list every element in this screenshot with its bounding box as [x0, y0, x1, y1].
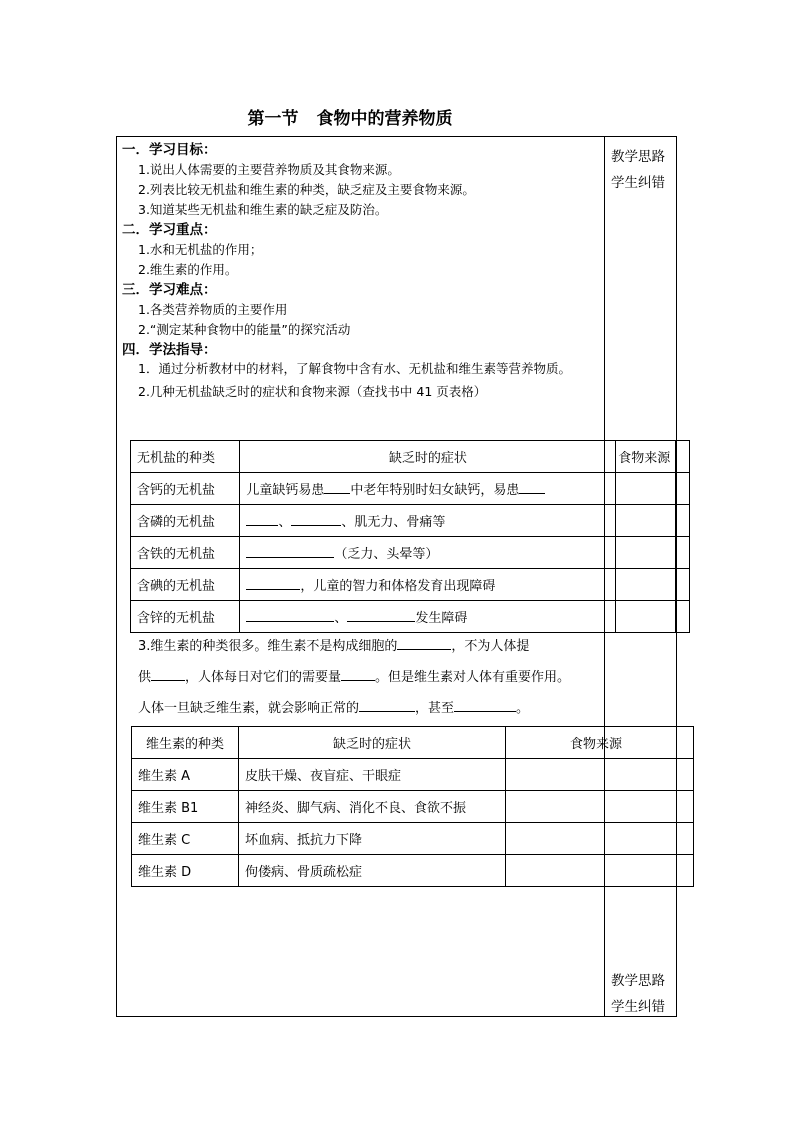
side-label-correction: 学生纠错 [611, 999, 665, 1015]
table-row [132, 823, 694, 855]
table-row [132, 759, 694, 791]
table-header: 缺乏时的症状 [240, 441, 616, 473]
table-cell: 儿童缺钙易患 中老年特别时妇女缺钙，易患 [240, 473, 616, 505]
side-label-correction: 学生纠错 [611, 175, 665, 191]
table-header: 维生素的种类 [132, 727, 239, 759]
table-header: 无机盐的种类 [131, 441, 240, 473]
mineral-table [130, 440, 690, 633]
table-cell [675, 441, 689, 473]
table-row [132, 855, 694, 887]
table-cell [506, 823, 694, 855]
table-cell: 维生素 A [132, 759, 239, 791]
table-header: 食物来源 [506, 727, 694, 759]
table-cell [675, 505, 689, 537]
list-item: 3.知道某些无机盐和维生素的缺乏症及防治。 [138, 202, 388, 217]
table-cell [616, 537, 676, 569]
table-cell [675, 601, 689, 633]
table-cell [506, 759, 694, 791]
side-notes-top [611, 144, 665, 196]
list-item: 1.各类营养物质的主要作用 [138, 302, 288, 317]
table-header: 食物来源 [616, 441, 676, 473]
objectives-heading: 一．学习目标： [122, 142, 217, 158]
table-header: 缺乏时的症状 [239, 727, 506, 759]
key-points-heading: 二．学习重点： [122, 222, 217, 238]
table-cell: 、 发生障碍 [240, 601, 616, 633]
list-item: 2.“测定某种食物中的能量”的探究活动 [138, 322, 351, 337]
table-cell: 含磷的无机盐 [131, 505, 240, 537]
table-row [131, 473, 690, 505]
list-item: 2.几种无机盐缺乏时的症状和食物来源（查找书中 41 页表格） [138, 384, 487, 399]
list-item: 1.说出人体需要的主要营养物质及其食物来源。 [138, 162, 400, 177]
paragraph-line: 人体一旦缺乏维生素，就会影响正常的 ，甚至 。 [138, 701, 530, 716]
list-item: 1.水和无机盐的作用； [138, 242, 263, 257]
table-cell [675, 473, 689, 505]
table-row [131, 537, 690, 569]
table-row [131, 505, 690, 537]
list-item: 2.维生素的作用。 [138, 262, 238, 277]
table-cell [506, 855, 694, 887]
paragraph-line: 供 ，人体每日对它们的需要量 。但是维生素对人体有重要作用。 [138, 670, 571, 685]
side-label-teaching: 教学思路 [611, 973, 665, 989]
table-row [131, 601, 690, 633]
table-cell [675, 537, 689, 569]
table-cell [616, 505, 676, 537]
table-cell: 维生素 D [132, 855, 239, 887]
guidance-heading: 四．学法指导： [122, 342, 217, 358]
section-number: 第一节 [247, 109, 299, 129]
table-cell: 皮肤干燥、夜盲症、干眼症 [239, 759, 506, 791]
table-cell [675, 569, 689, 601]
table-cell: 神经炎、脚气病、消化不良、食欲不振 [239, 791, 506, 823]
table-cell: 含碘的无机盐 [131, 569, 240, 601]
side-notes-bottom [611, 968, 665, 1020]
table-row [132, 791, 694, 823]
table-cell [616, 601, 676, 633]
table-cell [616, 569, 676, 601]
table-cell: 维生素 C [132, 823, 239, 855]
main-content [122, 140, 600, 402]
table-cell: ，儿童的智力和体格发育出现障碍 [240, 569, 616, 601]
table-cell [616, 473, 676, 505]
section-title: 食物中的营养物质 [316, 109, 453, 129]
vitamin-table [131, 726, 694, 887]
table-row [131, 569, 690, 601]
table-cell [506, 791, 694, 823]
difficulties-heading: 三．学习难点： [122, 282, 217, 298]
table-cell: 含钙的无机盐 [131, 473, 240, 505]
side-label-teaching: 教学思路 [611, 149, 665, 165]
table-cell: 含锌的无机盐 [131, 601, 240, 633]
table-cell: 、 、肌无力、骨痛等 [240, 505, 616, 537]
page-title [0, 104, 700, 129]
table-cell: 坏血病、抵抗力下降 [239, 823, 506, 855]
list-item: 2.列表比较无机盐和维生素的种类，缺乏症及主要食物来源。 [138, 182, 475, 197]
table-cell: 含铁的无机盐 [131, 537, 240, 569]
paragraph-line: 3.维生素的种类很多。维生素不是构成细胞的 ，不为人体提 [138, 639, 530, 654]
table-cell: 佝偻病、骨质疏松症 [239, 855, 506, 887]
vitamin-paragraph [138, 631, 608, 724]
table-cell: 维生素 B1 [132, 791, 239, 823]
table-cell: （乏力、头晕等） [240, 537, 616, 569]
list-item: 1．通过分析教材中的材料，了解食物中含有水、无机盐和维生素等营养物质。 [138, 361, 571, 376]
